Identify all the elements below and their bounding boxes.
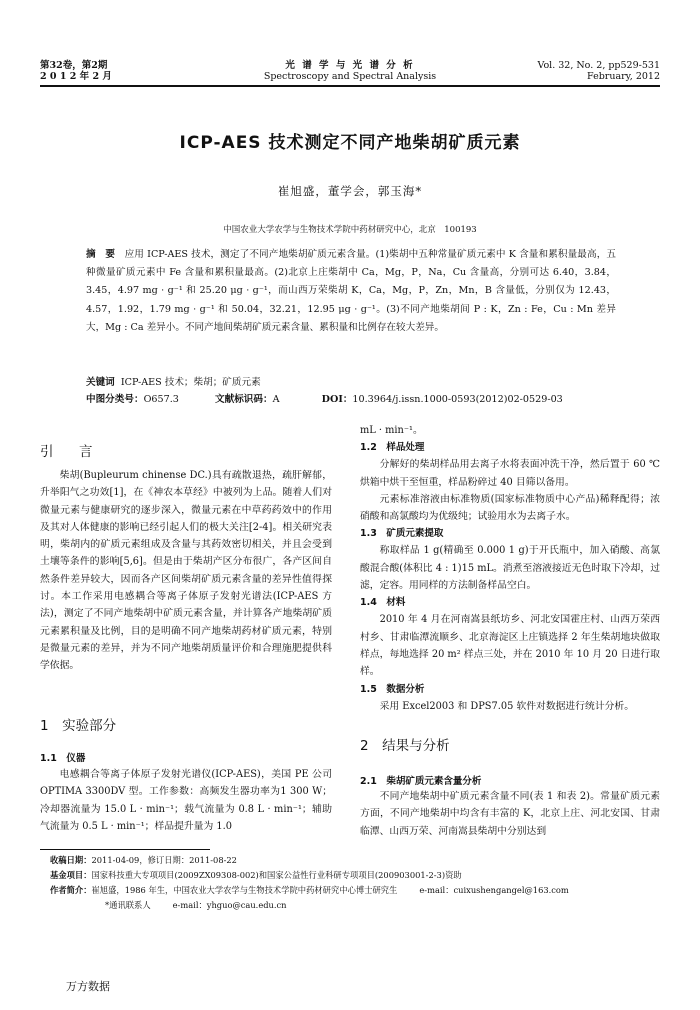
section1-heading: 1 实验部分 (40, 718, 117, 734)
journal-name-en: Spectroscopy and Spectral Analysis (263, 71, 437, 82)
section-1-2-title: 1.2 样品处理 (360, 442, 425, 454)
section-1-4-title: 1.4 材料 (360, 597, 406, 609)
section-1-3-text: 称取样品 1 g(精确至 0.000 1 g)于开氏瓶中，加入硝酸、高氯酸混合酸(体积比 4 : 1)15 mL。消煮至溶液接近无色时取下冷却，过滤，定容。用同样的方法制备样品空白。 (360, 545, 660, 592)
intro-heading: 引 言 (40, 444, 99, 460)
section-1-2-text2: 元素标准溶液由标准物质(国家标准物质中心产品)稀释配得；浓硝酸和高氯酸均为优级纯；试验用水为去离子水。 (360, 493, 660, 523)
dates-label: 收稿日期： (50, 855, 92, 865)
abstract-text: 应用 ICP-AES 技术，测定了不同产地柴胡矿质元素含量。(1)柴胡中五种常量矿质元素中 K 含量和累积量最高，五种微量矿质元素中 Fe 含量和累积量最高。(2)北京上庄柴胡中 Ca，Mg，P，Na，Cu 含量高，分别可达 6.40，3.84，3.45，4.97 mg · g⁻¹ 和 25.20 μg · g⁻¹，而山西万荣柴胡 K，Ca，Mg，P，Zn，Mn，B 含量低，分别仅为 12.43，4.57，1.92，1.79 mg · g⁻¹ 和 50.04，32.21，12.95 μg · g⁻¹。(3)不同产地柴胡间 P : K，Zn : Fe，Cu : Mn 差异大，Mg : Ca 差异小。不同产地间柴胡矿质元素含量、累积量和比例存在较大差异。 (86, 249, 616, 333)
section-2-1-title: 2.1 柴胡矿质元素含量分析 (360, 776, 482, 787)
doi-value: 10.3964/j.issn.1000-0593(2012)02-0529-03 (352, 394, 563, 405)
footnote-fund (50, 868, 569, 883)
paper-title: ICP-AES 技术测定不同产地柴胡矿质元素 (179, 133, 521, 153)
section-1-3-title: 1.3 矿质元素提取 (360, 528, 444, 540)
journal-pages: Vol. 32, No. 2, pp529-531 (537, 60, 660, 71)
section2-heading: 2 结果与分析 (360, 738, 450, 754)
doc-label: 文献标识码： (215, 394, 273, 405)
section-1-1-title: 1.1 仪器 (40, 753, 86, 764)
authors: 崔旭盛，董学会，郭玉海* (277, 184, 423, 198)
footnote-corresponding (50, 898, 569, 913)
footnote-rule (40, 849, 210, 850)
footnote-dates (50, 853, 569, 868)
footnotes (50, 853, 569, 913)
classification (86, 394, 563, 405)
header-rule (40, 85, 660, 87)
author-label: 作者简介： (50, 885, 92, 895)
doc-value: A (272, 394, 280, 405)
section-1-5-title: 1.5 数据分析 (360, 683, 425, 695)
right-continuation: mL · min⁻¹。 (360, 425, 423, 436)
abstract-label: 摘 要 (86, 249, 116, 260)
clc-value: O657.3 (143, 394, 179, 405)
footnote-author (50, 883, 569, 898)
journal-date: 2 0 1 2 年 2 月 (40, 71, 112, 82)
fund-label: 基金项目： (50, 870, 92, 880)
clc-label: 中图分类号： (86, 394, 144, 405)
author-email[interactable]: e-mail：cuixushengangel@163.com (419, 885, 569, 895)
section-1-4-text: 2010 年 4 月在河南嵩县纸坊乡、河北安国霍庄村、山西万荣西村乡、甘肃临潭流顺乡、北京海淀区上庄镇选择 2 年生柴胡地块做取样点，每地选择 20 m² 样点三处，并在 2010 年 10 月 20 日进行取样。 (360, 614, 660, 678)
keywords-label: 关键词 (86, 377, 115, 388)
intro-text: 柴胡(Bupleurum chinense DC.)具有疏散退热，疏肝解郁，升举阳气之功效[1]，在《神农本草经》中被列为上品。随着人们对微量元素与健康研究的逐步深入，微量元素在中草药药效中的作用及其对人体健康的影响已经引起人们的极大关注[2-4]。相关研究表明，柴胡内的矿质元素组成及含量与其药效密切相关，并且会受到土壤等条件的影响[5,6]。但是由于柴胡产区分布很广，各产区间自然条件差异较大，因而各产区间柴胡矿质元素含量的差异性值得探讨。本工作采用电感耦合等离子体原子发射光谱法(ICP-AES 方法)，测定了不同产地柴胡中矿质元素含量，并计算各产地柴胡矿质元素累积量及比例，目的是明确不同产地柴胡药材矿质元素，特别是微量元素的差异，并为不同产地柴胡质量评价和合理施肥提供科学依据。 (40, 470, 332, 672)
journal-month: February, 2012 (587, 71, 660, 82)
watermark: 万方数据 (66, 980, 110, 993)
affiliation: 中国农业大学农学与生物技术学院中药材研究中心，北京 100193 (223, 225, 477, 235)
section-1-1-text: 电感耦合等离子体原子发射光谱仪(ICP-AES)，美国 PE 公司 OPTIMA 3300DV 型。工作参数：高频发生器功率为1 300 W；冷却器流量为 15.0 L · min⁻¹；载气流量为 0.8 L · min⁻¹；辅助气流量为 0.5 L · min⁻¹；样品提升量为 1.0 (40, 769, 332, 832)
section-2-1-text: 不同产地柴胡中矿质元素含量不同(表 1 和表 2)。常量矿质元素方面，不同产地柴胡中均含有丰富的 K，北京上庄、河北安国、甘肃临潭、山西万荣、河南嵩县柴胡中分别达到 (360, 791, 660, 837)
section-1-2-text: 分解好的柴胡样品用去离子水将表面冲洗干净，然后置于 60 ℃烘箱中烘干至恒重，样品粉碎过 40 目筛以备用。 (360, 459, 660, 488)
corresponding-label: *通讯联系人 (105, 900, 151, 910)
keywords (86, 377, 261, 388)
fund-value: 国家科技重大专项项目(2009ZX09308-002)和国家公益性行业科研专项项目(200903001-2-3)资助 (91, 870, 462, 880)
right-column (360, 422, 660, 715)
abstract (86, 246, 616, 337)
journal-name-cn: 光 谱 学 与 光 谱 分 析 (285, 60, 415, 71)
keywords-text: ICP-AES 技术；柴胡；矿质元素 (120, 377, 261, 388)
doi-label: DOI： (321, 394, 353, 405)
journal-volume: 第32卷，第2期 (40, 60, 108, 71)
section-1-5-text: 采用 Excel2003 和 DPS7.05 软件对数据进行统计分析。 (379, 700, 635, 712)
corresponding-email[interactable]: e-mail：yhguo@cau.edu.cn (172, 900, 287, 910)
author-value: 崔旭盛，1986 年生，中国农业大学农学与生物技术学院中药材研究中心博士研究生 (91, 885, 398, 895)
dates-value: 2011-04-09，修订日期：2011-08-22 (91, 855, 237, 865)
